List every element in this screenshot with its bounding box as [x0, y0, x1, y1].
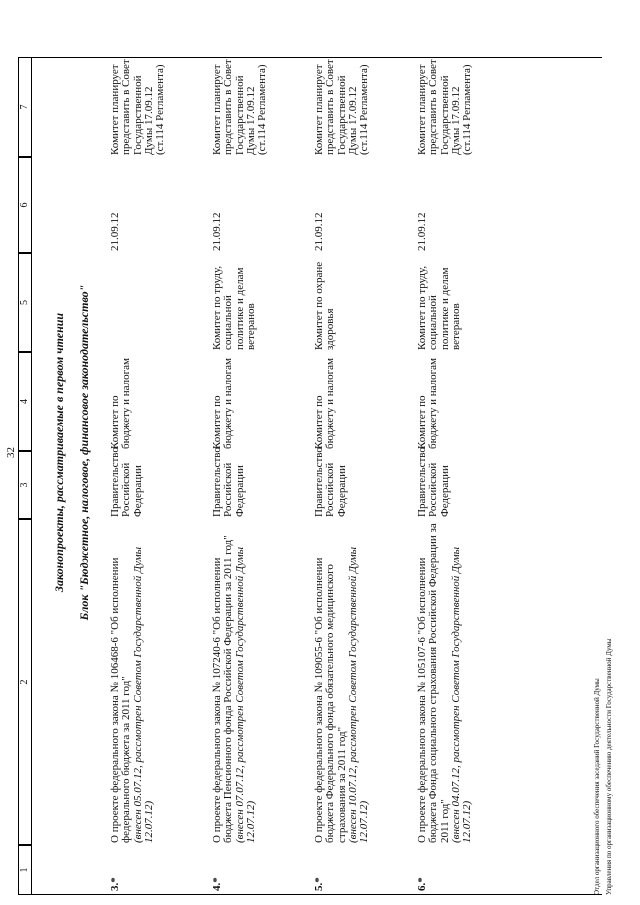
responsible-committee: Комитет по бюджету и налогам	[313, 358, 337, 449]
column-header-2: 2	[18, 519, 32, 845]
bill-description	[314, 523, 370, 843]
co-executor-committee: Комитет по труду, социальной политике и делам ветеранов	[416, 265, 462, 350]
bill-description	[110, 523, 155, 843]
column-header-4: 4	[18, 352, 32, 451]
bill-description	[212, 523, 257, 843]
bill-author: Правительство Российской Федерации	[211, 447, 246, 517]
bill-note: (внесен 10.07.12, рассмотрен Советом Государственной Думы 12.07.12)	[346, 546, 371, 843]
consideration-date: 21.09.12	[109, 212, 121, 251]
remark: Комитет планирует представить в Совет Государственной Думы 17.09.12 (ст.114 Регламента)	[109, 59, 167, 155]
row-number: 4.*	[211, 877, 223, 891]
consideration-date: 21.09.12	[211, 212, 223, 251]
co-executor-committee: Комитет по труду, социальной политике и делам ветеранов	[211, 265, 257, 350]
bill-note: (внесен 05.07.12, рассмотрен Советом Государственной Думы 12.07.12)	[131, 546, 155, 843]
section-title: Законопроекты, рассматриваемые в первом чтении	[52, 312, 66, 593]
bill-author: Правительство Российской Федерации	[109, 447, 144, 517]
consideration-date: 21.09.12	[313, 212, 325, 251]
page-number: 32	[5, 447, 17, 458]
column-header-7: 7	[18, 57, 32, 157]
bill-title: О проекте федерального закона № 105107-6 "Об исполнении бюджета Фонда социального страхования Российской Федерации за 2011 год"	[416, 523, 451, 843]
bill-note: (внесен 07.07.12, рассмотрен Советом Государственной Думы 12.07.12)	[233, 546, 257, 843]
footer-line-2: Управления по организационному обеспечению деятельности Государственной Думы	[605, 638, 613, 895]
column-header-1: 1	[18, 845, 32, 895]
bill-author: Правительство Российской Федерации	[313, 447, 348, 517]
footer	[591, 639, 615, 895]
footer-line-1: Отдел организационного обеспечения заседаний Государственной Думы	[593, 678, 601, 895]
block-title: Блок "Бюджетное, налоговое, финансовое законодательство"	[77, 284, 91, 621]
bill-description	[417, 523, 473, 843]
bill-title: О проекте федерального закона № 107240-6 "Об исполнении бюджета Пенсионного фонда Российской Федерации за 2011 год"	[211, 535, 235, 843]
remark: Комитет планирует представить в Совет Государственной Думы 17.09.12 (ст.114 Регламента)	[416, 59, 474, 155]
responsible-committee: Комитет по бюджету и налогам	[109, 358, 133, 449]
row-number: 5.*	[313, 877, 325, 891]
remark: Комитет планирует представить в Совет Государственной Думы 17.09.12 (ст.114 Регламента)	[211, 59, 269, 155]
bill-title: О проекте федерального закона № 106468-6 "Об исполнении федерального бюджета за 2011 год"	[109, 557, 133, 843]
co-executor-committee: Комитет по охране здоровья	[313, 261, 337, 350]
responsible-committee: Комитет по бюджету и налогам	[211, 358, 235, 449]
consideration-date: 21.09.12	[416, 212, 428, 251]
column-header-6: 6	[18, 157, 32, 253]
column-header-3: 3	[18, 451, 32, 519]
column-header-5: 5	[18, 253, 32, 352]
table-right-border	[32, 57, 602, 58]
row-number: 3.*	[109, 877, 121, 891]
responsible-committee: Комитет по бюджету и налогам	[416, 358, 440, 449]
row-number: 6.*	[416, 877, 428, 891]
bill-title: О проекте федерального закона № 109055-6 "Об исполнении бюджета Федерального фонда обязательного медицинского страхования за 2011 год"	[313, 557, 348, 843]
bill-note: (внесен 04.07.12, рассмотрен Советом Государственной Думы 12.07.12)	[449, 546, 474, 843]
table-left-border	[32, 894, 602, 895]
remark: Комитет планирует представить в Совет Государственной Думы 17.09.12 (ст.114 Регламента)	[313, 59, 371, 155]
bill-author: Правительство Российской Федерации	[416, 447, 451, 517]
